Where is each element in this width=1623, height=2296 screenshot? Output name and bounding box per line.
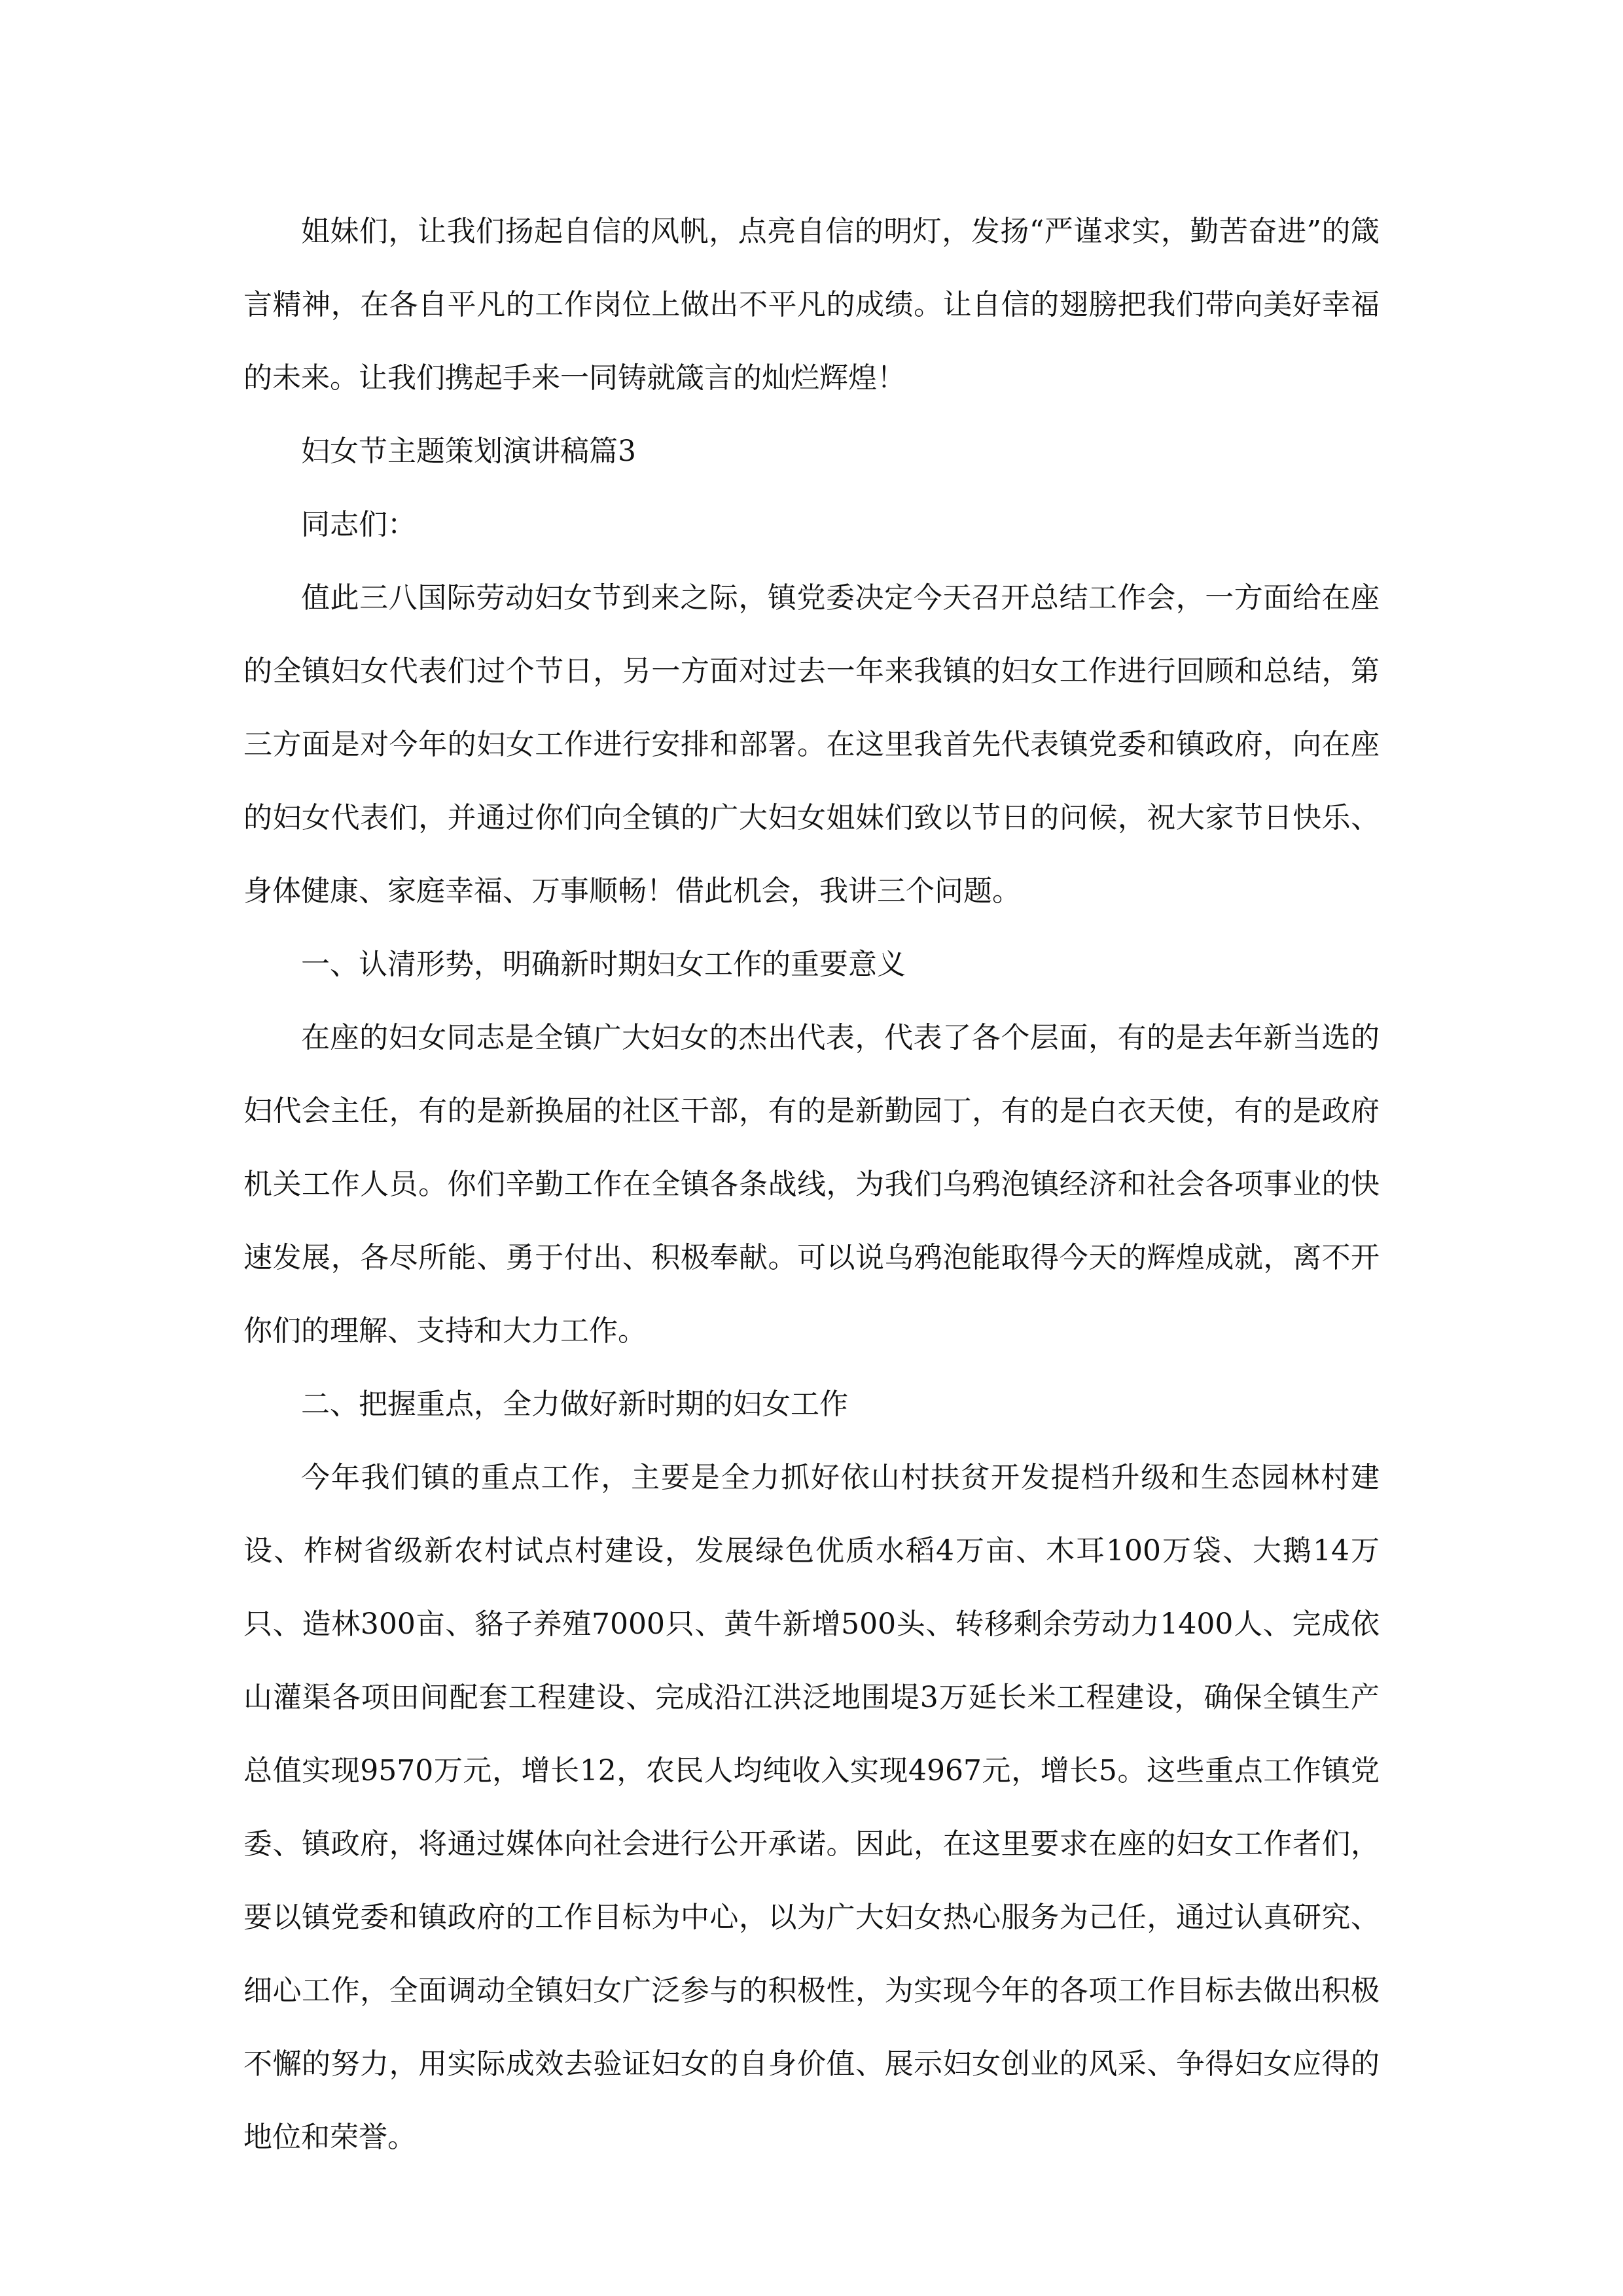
heading-part-two: 二、把握重点，全力做好新时期的妇女工作 (301, 1388, 848, 1421)
document-body (243, 195, 1380, 2174)
paragraph-part-one: 在座的妇女同志是全镇广大妇女的杰出代表，代表了各个层面，有的是去年新当选的妇代会主任，有的是新换届的社区干部，有的是新勤园丁，有的是白衣天使，有的是政府机关工作人员。你们辛勤工作在全镇各条战线，为我们乌鸦泡镇经济和社会各项事业的快速发展，各尽所能、勇于付出、积极奉献。可以说乌鸦泡能取得今天的辉煌成就，离不开你们的理解、支持和大力工作。 (243, 1021, 1380, 1348)
section-title: 妇女节主题策划演讲稿篇3 (301, 435, 636, 468)
paragraph-closing-appeal: 姐妹们，让我们扬起自信的风帆，点亮自信的明灯，发扬“严谨求实，勤苦奋进”的箴言精神，在各自平凡的工作岗位上做出不平凡的成绩。让自信的翅膀把我们带向美好幸福的未来。让我们携起手来一同铸就箴言的灿烂辉煌！ (243, 215, 1380, 395)
heading-part-one: 一、认清形势，明确新时期妇女工作的重要意义 (301, 948, 906, 981)
paragraph-opening: 值此三八国际劳动妇女节到来之际，镇党委决定今天召开总结工作会，一方面给在座的全镇妇女代表们过个节日，另一方面对过去一年来我镇的妇女工作进行回顾和总结，第三方面是对今年的妇女工作进行安排和部署。在这里我首先代表镇党委和镇政府，向在座的妇女代表们，并通过你们向全镇的广大妇女姐妹们致以节日的问候，祝大家节日快乐、身体健康、家庭幸福、万事顺畅！借此机会，我讲三个问题。 (243, 581, 1380, 908)
salutation: 同志们： (301, 508, 416, 541)
paragraph-part-two: 今年我们镇的重点工作，主要是全力抓好依山村扶贫开发提档升级和生态园林村建设、柞树省级新农村试点村建设，发展绿色优质水稻4万亩、木耳100万袋、大鹅14万只、造林300亩、貉子养殖7000只、黄牛新增500头、转移剩余劳动力1400人、完成依山灌渠各项田间配套工程建设、完成沿江洪泛地围堤3万延长米工程建设，确保全镇生产总值实现9570万元，增长12，农民人均纯收入实现4967元，增长5。这些重点工作镇党委、镇政府，将通过媒体向社会进行公开承诺。因此，在这里要求在座的妇女工作者们，要以镇党委和镇政府的工作目标为中心，以为广大妇女热心服务为己任，通过认真研究、细心工作，全面调动全镇妇女广泛参与的积极性，为实现今年的各项工作目标去做出积极不懈的努力，用实际成效去验证妇女的自身价值、展示妇女创业的风采、争得妇女应得的地位和荣誉。 (243, 1461, 1380, 2154)
